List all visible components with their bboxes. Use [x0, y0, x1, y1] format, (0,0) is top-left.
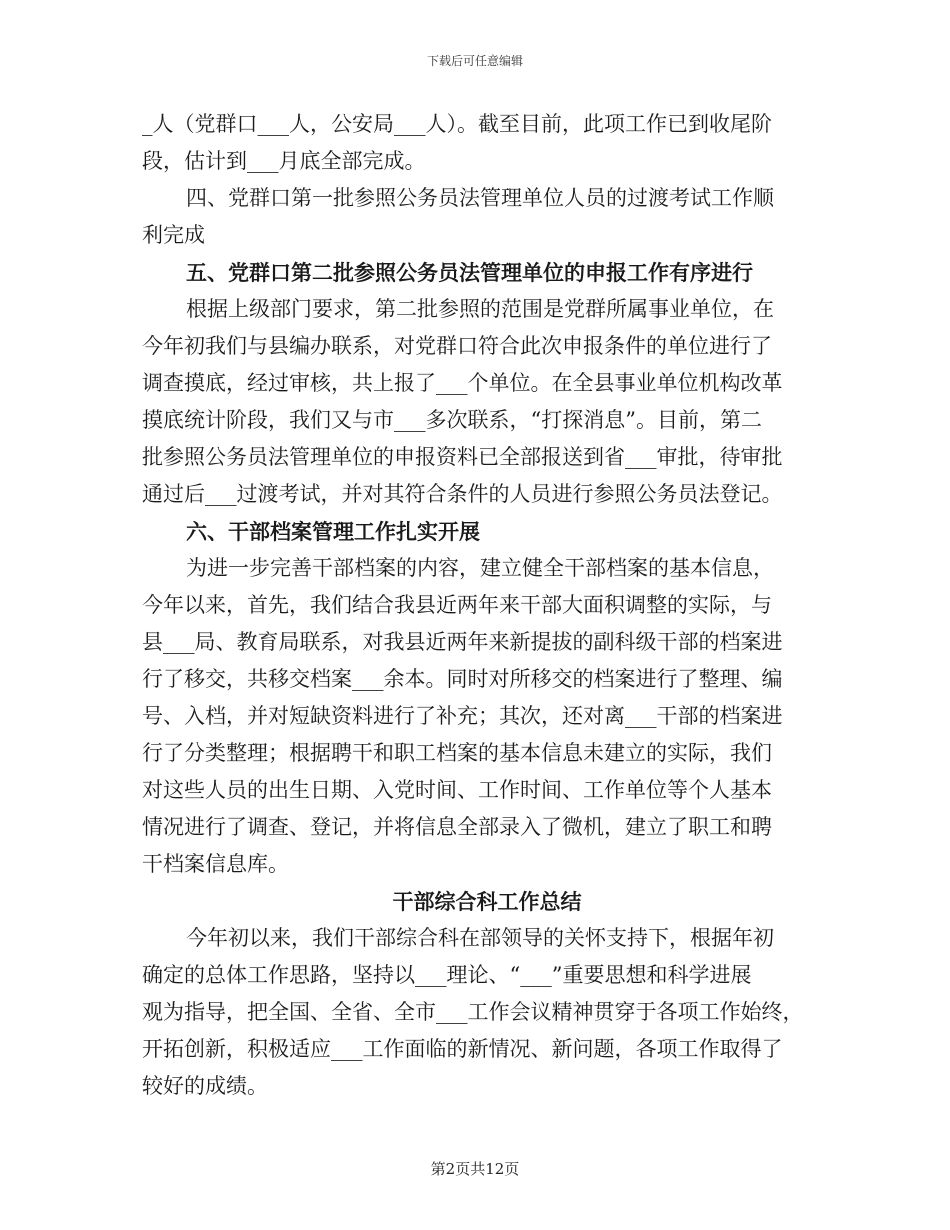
text-line: 干档案信息库。 — [142, 852, 289, 876]
text-line: 县___局、教育局联系，对我县近两年来新提拔的副科级干部的档案进 — [142, 630, 783, 654]
text-line: 四、党群口第一批参照公务员法管理单位人员的过渡考试工作顺 — [186, 186, 774, 210]
text-line: 今年以来，首先，我们结合我县近两年来干部大面积调整的实际，与 — [142, 593, 772, 617]
text-line: 今年初我们与县编办联系，对党群口符合此次申报条件的单位进行了 — [142, 334, 772, 358]
text-line: 通过后___过渡考试，并对其符合条件的人员进行参照公务员法登记。 — [142, 482, 783, 506]
text-line: 摸底统计阶段，我们又与市___多次联系，“打探消息”。目前，第二 — [142, 408, 762, 432]
text-line: _人（党群口___人，公安局___人）。截至目前，此项工作已到收尾阶 — [142, 112, 772, 136]
text-line: 开拓创新，积极适应___工作面临的新情况、新问题，各项工作取得了 — [142, 1037, 783, 1061]
text-line: 利完成 — [142, 223, 205, 247]
text-line: 批参照公务员法管理单位的申报资料已全部报送到省___审批，待审批 — [142, 445, 783, 469]
text-line: 观为指导，把全国、全省、全市___工作会议精神贯穿于各项工作始终， — [142, 1000, 804, 1024]
section-title: 干部综合科工作总结 — [392, 889, 582, 914]
text-line: 今年初以来，我们干部综合科在部领导的关怀支持下，根据年初 — [186, 926, 774, 950]
text-line: 调查摸底，经过审核，共上报了___个单位。在全县事业单位机构改革 — [142, 371, 783, 395]
text-line: 号、入档，并对短缺资料进行了补充；其次，还对离___干部的档案进 — [142, 704, 783, 728]
text-line: 行了移交，共移交档案___余本。同时对所移交的档案进行了整理、编 — [142, 667, 783, 691]
text-line: 行了分类整理；根据聘干和职工档案的基本信息未建立的实际，我们 — [142, 741, 772, 765]
document-body — [142, 106, 812, 1105]
text-line: 对这些人员的出生日期、入党时间、工作时间、工作单位等个人基本 — [142, 778, 772, 802]
section-heading: 五、党群口第二批参照公务员法管理单位的申报工作有序进行 — [186, 260, 753, 285]
text-line: 较好的成绩。 — [142, 1074, 268, 1098]
page-header: 下载后可任意编辑 — [426, 54, 523, 68]
text-line: 根据上级部门要求，第二批参照的范围是党群所属事业单位，在 — [186, 297, 774, 321]
text-line: 段，估计到___月底全部完成。 — [142, 149, 426, 173]
text-line: 确定的总体工作思路，坚持以___理论、“___”重要思想和科学进展 — [142, 963, 752, 987]
text-line: 情况进行了调查、登记，并将信息全部录入了微机，建立了职工和聘 — [142, 815, 772, 839]
text-line: 为进一步完善干部档案的内容，建立健全干部档案的基本信息， — [186, 556, 774, 580]
page-footer: 第2页共12页 — [430, 1160, 520, 1178]
section-heading: 六、干部档案管理工作扎实开展 — [186, 519, 480, 544]
